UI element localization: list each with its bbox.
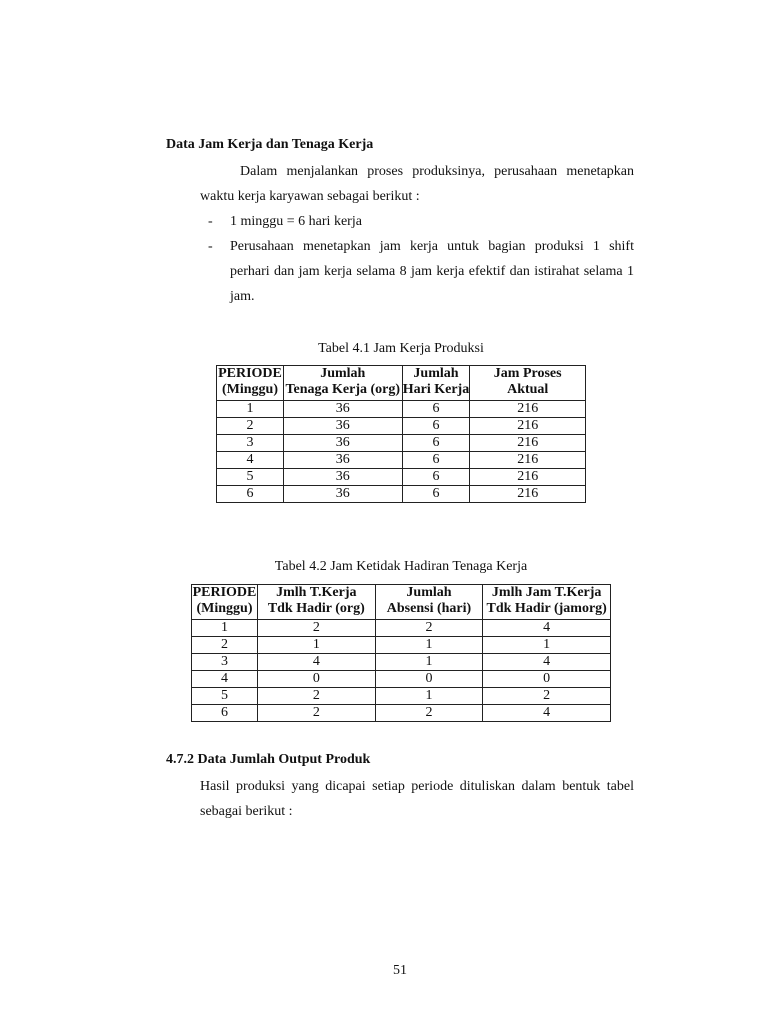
table-cell: 6 bbox=[402, 401, 470, 418]
table-cell: 36 bbox=[283, 418, 402, 435]
header-line: PERIODE bbox=[192, 585, 257, 600]
table-row bbox=[192, 654, 611, 671]
table-cell: 36 bbox=[283, 469, 402, 486]
table-cell: 1 bbox=[375, 637, 483, 654]
header-line: Jumlah bbox=[406, 585, 452, 600]
header-line: Tdk Hadir (jamorg) bbox=[486, 601, 607, 616]
header-line: Aktual bbox=[507, 382, 549, 397]
table-row bbox=[192, 705, 611, 722]
table-cell: 4 bbox=[192, 671, 258, 688]
table-row bbox=[217, 418, 586, 435]
bullet-dash: - bbox=[208, 214, 213, 229]
bullet-text-line: perhari dan jam kerja selama 8 jam kerja efektif dan istirahat selama 1 bbox=[230, 264, 634, 279]
table-cell: 216 bbox=[470, 435, 586, 452]
header-line: Jumlah bbox=[413, 366, 459, 381]
table-cell: 216 bbox=[470, 486, 586, 503]
table-cell: 2 bbox=[375, 620, 483, 637]
table-cell: 1 bbox=[375, 654, 483, 671]
table-cell: 0 bbox=[483, 671, 611, 688]
table-cell: 0 bbox=[375, 671, 483, 688]
table-cell: 3 bbox=[217, 435, 284, 452]
table-cell: 2 bbox=[217, 418, 284, 435]
table-cell: 216 bbox=[470, 401, 586, 418]
header-line: Hari Kerja bbox=[402, 382, 470, 397]
header-cell bbox=[402, 366, 470, 401]
table-row bbox=[192, 620, 611, 637]
table-cell: 0 bbox=[257, 671, 375, 688]
header-cell bbox=[283, 366, 402, 401]
table-cell: 1 bbox=[192, 620, 258, 637]
table-cell: 36 bbox=[283, 435, 402, 452]
table-row bbox=[217, 452, 586, 469]
table-cell: 2 bbox=[257, 620, 375, 637]
intro-paragraph bbox=[200, 159, 634, 209]
table-cell: 4 bbox=[483, 705, 611, 722]
table-cell: 5 bbox=[192, 688, 258, 705]
intro-line-2: waktu kerja karyawan sebagai berikut : bbox=[200, 189, 420, 204]
table-cell: 1 bbox=[375, 688, 483, 705]
table-row bbox=[192, 688, 611, 705]
page-number: 51 bbox=[393, 963, 407, 978]
table-row bbox=[217, 469, 586, 486]
table-cell: 6 bbox=[402, 418, 470, 435]
bullet-text: 1 minggu = 6 hari kerja bbox=[230, 214, 362, 229]
table-cell: 2 bbox=[375, 705, 483, 722]
table-cell: 216 bbox=[470, 452, 586, 469]
table-cell: 6 bbox=[217, 486, 284, 503]
table-cell: 216 bbox=[470, 469, 586, 486]
intro-line-1: Dalam menjalankan proses produksinya, perusahaan menetapkan bbox=[240, 164, 634, 179]
output-line-1: Hasil produksi yang dicapai setiap periode dituliskan dalam bentuk tabel bbox=[200, 779, 634, 794]
header-cell bbox=[192, 585, 258, 620]
output-paragraph bbox=[200, 774, 634, 824]
table-cell: 6 bbox=[402, 452, 470, 469]
header-line: PERIODE bbox=[218, 366, 282, 381]
section-heading-jam-kerja: Data Jam Kerja dan Tenaga Kerja bbox=[166, 137, 374, 152]
table-cell: 36 bbox=[283, 401, 402, 418]
table-cell: 4 bbox=[217, 452, 284, 469]
table-header-row bbox=[217, 366, 586, 401]
table-jam-kerja-produksi bbox=[216, 365, 586, 503]
table2-caption: Tabel 4.2 Jam Ketidak Hadiran Tenaga Kerja bbox=[274, 559, 528, 574]
table-cell: 6 bbox=[402, 486, 470, 503]
table-cell: 6 bbox=[192, 705, 258, 722]
table-cell: 2 bbox=[257, 705, 375, 722]
table-cell: 6 bbox=[402, 435, 470, 452]
bullet-text bbox=[230, 234, 634, 309]
header-line: (Minggu) bbox=[196, 601, 253, 616]
header-line: Tdk Hadir (org) bbox=[267, 601, 365, 616]
table-cell: 3 bbox=[192, 654, 258, 671]
table1-caption: Tabel 4.1 Jam Kerja Produksi bbox=[318, 341, 484, 356]
table-cell: 5 bbox=[217, 469, 284, 486]
table-jam-ketidak-hadiran bbox=[191, 584, 611, 722]
header-line: (Minggu) bbox=[221, 382, 278, 397]
header-cell bbox=[483, 585, 611, 620]
table-row bbox=[217, 435, 586, 452]
section-heading-output-produk: 4.7.2 Data Jumlah Output Produk bbox=[166, 752, 371, 767]
header-cell bbox=[257, 585, 375, 620]
table-cell: 1 bbox=[257, 637, 375, 654]
header-line: Absensi (hari) bbox=[386, 601, 472, 616]
table-cell: 4 bbox=[257, 654, 375, 671]
header-cell bbox=[217, 366, 284, 401]
header-line: Jmlh Jam T.Kerja bbox=[491, 585, 602, 600]
table-row bbox=[217, 486, 586, 503]
table-cell: 36 bbox=[283, 452, 402, 469]
output-line-2: sebagai berikut : bbox=[200, 804, 293, 819]
header-cell bbox=[470, 366, 586, 401]
table-cell: 1 bbox=[217, 401, 284, 418]
table-cell: 2 bbox=[483, 688, 611, 705]
header-cell bbox=[375, 585, 483, 620]
table-cell: 216 bbox=[470, 418, 586, 435]
table-cell: 2 bbox=[192, 637, 258, 654]
header-line: Tenaga Kerja (org) bbox=[285, 382, 401, 397]
table-row bbox=[192, 637, 611, 654]
table-cell: 4 bbox=[483, 620, 611, 637]
table-row bbox=[192, 671, 611, 688]
bullet-dash: - bbox=[208, 239, 213, 254]
table-cell: 2 bbox=[257, 688, 375, 705]
table-cell: 36 bbox=[283, 486, 402, 503]
table-row bbox=[217, 401, 586, 418]
bullet-text-line: Perusahaan menetapkan jam kerja untuk bagian produksi 1 shift bbox=[230, 239, 634, 254]
table-header-row bbox=[192, 585, 611, 620]
table-cell: 1 bbox=[483, 637, 611, 654]
header-line: Jumlah bbox=[320, 366, 366, 381]
table-cell: 6 bbox=[402, 469, 470, 486]
bullet-text-line: jam. bbox=[230, 289, 255, 304]
header-line: Jam Proses bbox=[493, 366, 562, 381]
table-cell: 4 bbox=[483, 654, 611, 671]
header-line: Jmlh T.Kerja bbox=[276, 585, 357, 600]
